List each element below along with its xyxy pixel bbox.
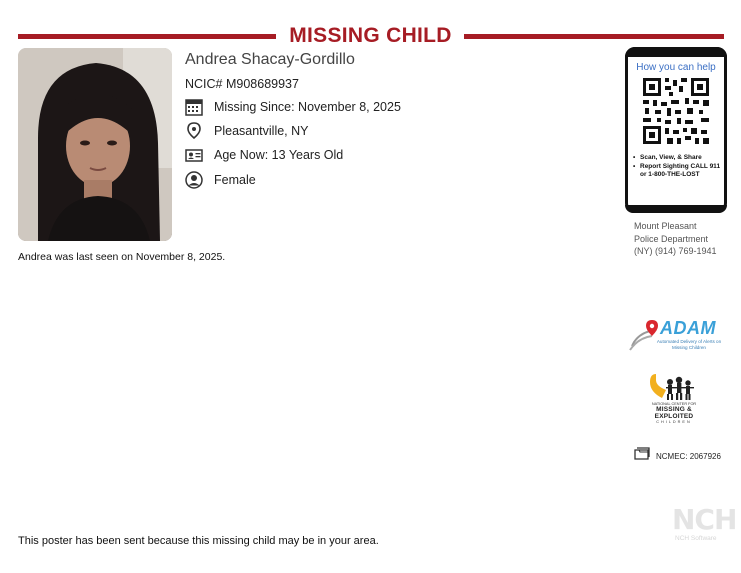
- age-now: Age Now: 13 Years Old: [214, 148, 344, 162]
- child-name: Andrea Shacay-Gordillo: [185, 51, 355, 68]
- id-card-icon: [185, 146, 203, 164]
- ncmec-case-number: NCMEC: 2067926: [656, 451, 721, 461]
- adam-logo-word: ADAM: [660, 318, 716, 338]
- agency-contact: [634, 220, 717, 258]
- agency-name-line1: Mount Pleasant: [634, 221, 697, 231]
- missing-since-row: [185, 97, 401, 117]
- folder-icon: [634, 447, 650, 465]
- nch-watermark-logo: NCH: [672, 503, 737, 536]
- agency-phone: (NY) (914) 769-1941: [634, 246, 717, 256]
- qr-code[interactable]: [641, 76, 711, 146]
- footer-note: This poster has been sent because this missing child may be in your area.: [18, 535, 379, 547]
- ncmec-logo-top: NATIONAL CENTER FOR: [651, 402, 697, 406]
- ncmec-case-row: [634, 447, 721, 465]
- narrative: Andrea was last seen on November 8, 2025.: [18, 251, 226, 263]
- location-pin-icon: [185, 122, 203, 140]
- ncmec-logo-text: [648, 402, 700, 425]
- person-icon: [185, 171, 203, 189]
- help-bullet-scan: • Scan, View, & Share: [632, 154, 722, 163]
- help-bullet-report: • Report Sighting CALL 911 or 1-800-THE-LOST: [632, 163, 722, 180]
- agency-name-line2: Police Department: [634, 233, 709, 244]
- ncic-number: NCIC# M908689937: [185, 77, 299, 91]
- phone-top-bar: [625, 47, 727, 57]
- calendar-icon: [185, 98, 203, 116]
- phone-help-card: [625, 47, 727, 213]
- help-heading: How you can help: [636, 62, 716, 73]
- nch-watermark-text: NCH Software: [675, 535, 717, 542]
- help-bullets: [632, 154, 722, 180]
- phone-bottom-bar: [625, 205, 727, 213]
- location-row: [185, 121, 309, 141]
- adam-logo-subtitle: Automated Delivery of Alerts on Missing Children: [656, 339, 722, 350]
- missing-since: Missing Since: November 8, 2025: [214, 100, 401, 114]
- ncmec-logo-bottom: CHILDREN: [656, 420, 692, 424]
- last-location: Pleasantville, NY: [214, 124, 309, 138]
- sex-row: [185, 170, 256, 190]
- sex: Female: [214, 173, 256, 187]
- child-photo: [18, 48, 172, 241]
- poster-title: MISSING CHILD: [289, 24, 452, 47]
- age-row: [185, 145, 343, 165]
- ncmec-logo-line2: EXPLOITED: [654, 412, 694, 420]
- ncmec-logo-line1: MISSING &: [656, 406, 692, 413]
